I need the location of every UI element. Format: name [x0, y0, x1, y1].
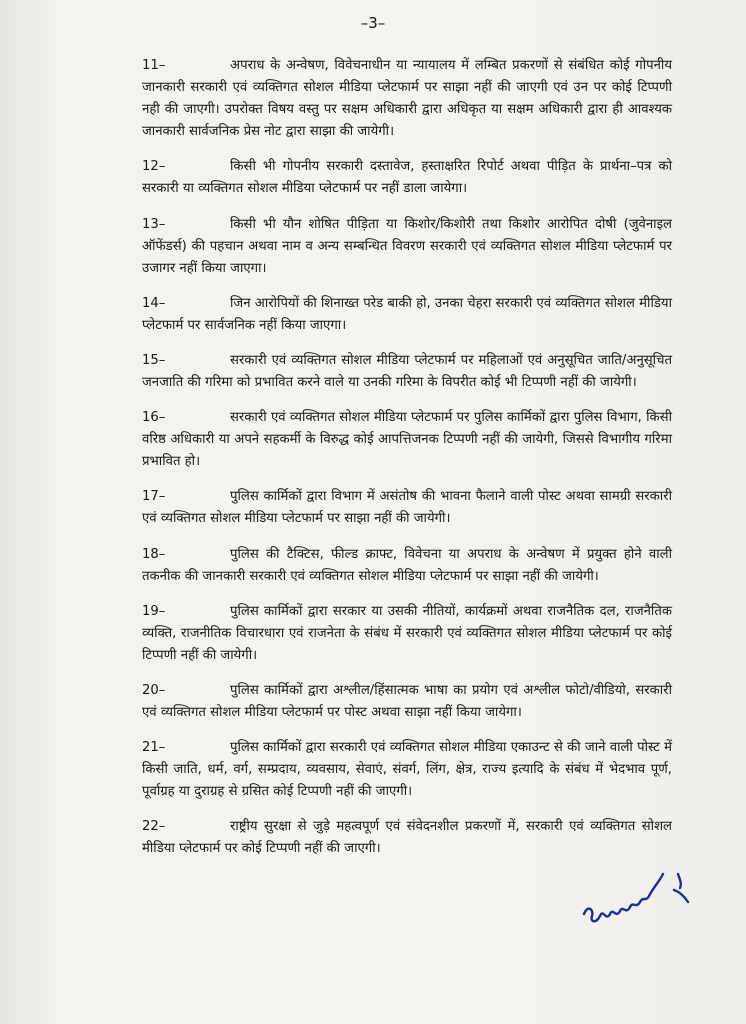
- clause-text: पुलिस कार्मिकों द्वारा सरकारी एवं व्यक्तिगत सोशल मीडिया एकाउन्ट से की जाने वाली पोस्ट में किसी जाति, धर्म, वर्ग, सम्प्रदाय, व्यवसाय, सेवाएं, संवर्ग, लिंग, क्षेत्र, राज्य इत्यादि के संबंध में भेदभाव पूर्ण, पूर्वाग्रह या दुराग्रह से ग्रसित कोई टिप्पणी नहीं की जाएगी।: [142, 740, 672, 800]
- clause-number: 13–: [142, 216, 166, 232]
- clause-text: सरकारी एवं व्यक्तिगत सोशल मीडिया प्लेटफार्म पर महिलाओं एवं अनुसूचित जाति/अनुसूचित जनजाति की गरिमा को प्रभावित करने वाले या उनकी गरिमा के विपरीत कोई भी टिप्पणी नहीं की जायेगी।: [142, 352, 672, 390]
- clause-12: [142, 156, 672, 200]
- clause-17: [142, 486, 672, 530]
- clause-22: [142, 816, 672, 860]
- clause-text: पुलिस कार्मिकों द्वारा विभाग में असंतोष की भावना फैलाने वाली पोस्ट अथवा सामग्री सरकारी एवं व्यक्तिगत सोशल मीडिया प्लेटफार्म पर साझा नहीं की जायेगी।: [142, 489, 672, 527]
- clause-15: [142, 350, 672, 394]
- clause-text: पुलिस कार्मिकों द्वारा अश्लील/हिंसात्मक भाषा का प्रयोग एवं अश्लील फोटो/वीडियो, सरकारी एवं व्यक्तिगत सोशल मीडिया प्लेटफार्म पर पोस्ट अथवा साझा नहीं किया जायेगा।: [142, 682, 672, 720]
- clause-number: 15–: [142, 352, 166, 368]
- clause-number: 19–: [142, 603, 166, 619]
- signature: [578, 868, 708, 928]
- clause-19: [142, 601, 672, 667]
- clause-13: [142, 214, 672, 280]
- clause-number: 12–: [142, 159, 166, 175]
- clause-text: अपराध के अन्वेषण, विवेचनाधीन या न्यायालय में लम्बित प्रकरणों से संबंधित कोई गोपनीय जानकारी सरकारी एवं व्यक्तिगत सोशल मीडिया प्लेटफार्म पर साझा नहीं की जाएगी एवं उन पर कोई टिप्पणी नही की जाएगी। उपरोक्त विषय वस्तु पर सक्षम अधिकारी द्वारा अधिकृत या सक्षम अधिकारी द्वारा ही आवश्यक जानकारी सार्वजनिक प्रेस नोट द्वारा साझा की जायेगी।: [142, 58, 672, 140]
- clause-text: पुलिस कार्मिकों द्वारा सरकार या उसकी नीतियों, कार्यक्रमों अथवा राजनैतिक दल, राजनैतिक व्यक्ति, राजनीतिक विचारधारा एवं राजनेता के संबंध में सरकारी एवं व्यक्तिगत सोशल मीडिया प्लेटफार्म पर कोई टिप्पणी नहीं की जायेगी।: [142, 603, 672, 663]
- clause-number: 17–: [142, 489, 166, 505]
- clause-number: 16–: [142, 410, 166, 426]
- clause-text: राष्ट्रीय सुरक्षा से जुड़े महत्वपूर्ण एवं संवेदनशील प्रकरणों में, सरकारी एवं व्यक्तिगत सोशल मीडिया प्लेटफार्म पर कोई टिप्पणी नहीं की जाएगी।: [142, 819, 672, 857]
- clause-list: [142, 42, 672, 869]
- clause-text: सरकारी एवं व्यक्तिगत सोशल मीडिया प्लेटफार्म पर पुलिस कार्मिकों द्वारा पुलिस विभाग, किसी वरिष्ठ अधिकारी या अपने सहकर्मी के विरुद्ध कोई आपत्तिजनक टिप्पणी नहीं की जायेगी, जिससे विभागीय गरिमा प्रभावित हो।: [142, 410, 672, 470]
- clause-11: [142, 55, 672, 143]
- clause-number: 11–: [142, 58, 166, 74]
- clause-18: [142, 544, 672, 588]
- clause-text: किसी भी यौन शोषित पीड़िता या किशोर/किशोरी तथा किशोर आरोपित दोषी (जुवेनाइल ऑफेंडर्स) की पहचान अथवा नाम व अन्य सम्बन्धित विवरण सरकारी एवं व्यक्तिगत सोशल मीडिया प्लेटफार्म पर उजागर नहीं किया जाएगा।: [142, 216, 672, 276]
- clause-14: [142, 293, 672, 337]
- page-number: –3–: [360, 14, 386, 32]
- clause-text: जिन आरोपियों की शिनाख्त परेड बाकी हो, उनका चेहरा सरकारी एवं व्यक्तिगत सोशल मीडिया प्लेटफार्म पर सार्वजनिक नहीं किया जाएगा।: [142, 295, 672, 333]
- clause-number: 14–: [142, 295, 166, 311]
- clause-number: 21–: [142, 740, 166, 756]
- clause-number: 20–: [142, 682, 166, 698]
- clause-16: [142, 407, 672, 473]
- clause-text: किसी भी गोपनीय सरकारी दस्तावेज, हस्ताक्षरित रिपोर्ट अथवा पीड़ित के प्रार्थना–पत्र को सरकारी या व्यक्तिगत सोशल मीडिया प्लेटफार्म पर नहीं डाला जायेगा।: [142, 159, 672, 197]
- clause-number: 22–: [142, 819, 166, 835]
- clause-number: 18–: [142, 546, 166, 562]
- clause-20: [142, 680, 672, 724]
- clause-21: [142, 737, 672, 803]
- clause-text: पुलिस की टैक्टिस, फील्ड क्राफ्ट, विवेचना या अपराध के अन्वेषण में प्रयुक्त होने वाली तकनीक की जानकारी सरकारी एवं व्यक्तिगत सोशल मीडिया प्लेटफार्म पर साझा नहीं की जायेगी।: [142, 546, 672, 584]
